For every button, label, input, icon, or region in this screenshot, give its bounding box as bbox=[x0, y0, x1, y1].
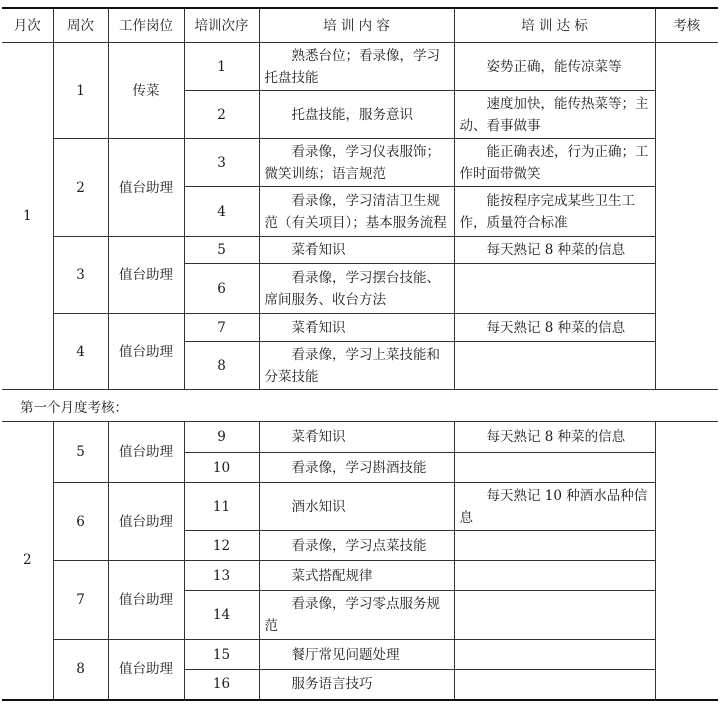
session-number: 15 bbox=[184, 640, 259, 670]
role-cell: 值台助理 bbox=[108, 640, 184, 700]
session-number: 3 bbox=[184, 139, 259, 187]
session-number: 2 bbox=[184, 91, 259, 139]
session-number: 14 bbox=[184, 591, 259, 640]
session-content: 餐厅常见问题处理 bbox=[259, 640, 454, 670]
week-cell: 7 bbox=[53, 561, 108, 640]
header-assessment: 考核 bbox=[655, 8, 718, 43]
month-cell: 1 bbox=[2, 43, 53, 390]
session-content: 看录像，学习斟酒技能 bbox=[259, 453, 454, 483]
header-month: 月次 bbox=[2, 8, 53, 43]
session-target bbox=[454, 591, 655, 640]
week-cell: 6 bbox=[53, 483, 108, 561]
session-target: 每天熟记 8 种菜的信息 bbox=[454, 422, 655, 453]
week-cell: 2 bbox=[53, 139, 108, 237]
role-cell: 值台助理 bbox=[108, 314, 184, 390]
session-number: 5 bbox=[184, 237, 259, 264]
session-target bbox=[454, 531, 655, 561]
session-content: 看录像，学习点菜技能 bbox=[259, 531, 454, 561]
session-number: 13 bbox=[184, 561, 259, 591]
session-number: 16 bbox=[184, 670, 259, 700]
session-target bbox=[454, 264, 655, 314]
session-target: 每天熟记 8 种菜的信息 bbox=[454, 314, 655, 342]
session-target bbox=[454, 342, 655, 390]
session-number: 10 bbox=[184, 453, 259, 483]
session-target bbox=[454, 670, 655, 700]
session-number: 6 bbox=[184, 264, 259, 314]
role-cell: 值台助理 bbox=[108, 483, 184, 561]
header-week: 周次 bbox=[53, 8, 108, 43]
header-session-order: 培训次序 bbox=[184, 8, 259, 43]
session-target: 能按程序完成某些卫生工作，质量符合标准 bbox=[454, 187, 655, 237]
session-content: 看录像，学习摆台技能、席间服务、收台方法 bbox=[259, 264, 454, 314]
monthly-assessment-note: 第一个月度考核： bbox=[20, 400, 128, 416]
session-content: 酒水知识 bbox=[259, 483, 454, 531]
session-target: 能正确表述，行为正确；工作时面带微笑 bbox=[454, 139, 655, 187]
session-target bbox=[454, 453, 655, 483]
week-cell: 5 bbox=[53, 422, 108, 483]
session-content: 看录像，学习仪表服饰；微笑训练；语言规范 bbox=[259, 139, 454, 187]
session-number: 11 bbox=[184, 483, 259, 531]
role-cell: 值台助理 bbox=[108, 422, 184, 483]
session-number: 4 bbox=[184, 187, 259, 237]
week-cell: 4 bbox=[53, 314, 108, 390]
session-target: 姿势正确，能传凉菜等 bbox=[454, 43, 655, 91]
session-content: 服务语言技巧 bbox=[259, 670, 454, 700]
session-content: 看录像，学习上菜技能和分菜技能 bbox=[259, 342, 454, 390]
session-content: 菜式搭配规律 bbox=[259, 561, 454, 591]
session-target bbox=[454, 561, 655, 591]
session-number: 8 bbox=[184, 342, 259, 390]
session-content: 看录像，学习清洁卫生规范（有关项目）；基本服务流程 bbox=[259, 187, 454, 237]
session-number: 9 bbox=[184, 422, 259, 453]
week-cell: 3 bbox=[53, 237, 108, 314]
session-content: 菜肴知识 bbox=[259, 422, 454, 453]
header-role: 工作岗位 bbox=[108, 8, 184, 43]
header-content: 培 训 内 容 bbox=[259, 8, 454, 43]
week-cell: 8 bbox=[53, 640, 108, 700]
session-target: 每天熟记 10 种酒水品种信息 bbox=[454, 483, 655, 531]
assessment-cell bbox=[655, 43, 718, 390]
session-target: 每天熟记 8 种菜的信息 bbox=[454, 237, 655, 264]
session-number: 1 bbox=[184, 43, 259, 91]
session-content: 看录像，学习零点服务规范 bbox=[259, 591, 454, 640]
week-cell: 1 bbox=[53, 43, 108, 139]
month-cell: 2 bbox=[2, 422, 53, 700]
role-cell: 值台助理 bbox=[108, 561, 184, 640]
session-target bbox=[454, 640, 655, 670]
session-content: 熟悉台位；看录像，学习托盘技能 bbox=[259, 43, 454, 91]
session-content: 菜肴知识 bbox=[259, 314, 454, 342]
role-cell: 值台助理 bbox=[108, 139, 184, 237]
session-content: 托盘技能，服务意识 bbox=[259, 91, 454, 139]
role-cell: 传菜 bbox=[108, 43, 184, 139]
session-number: 7 bbox=[184, 314, 259, 342]
session-content: 菜肴知识 bbox=[259, 237, 454, 264]
assessment-cell bbox=[655, 422, 718, 700]
header-target: 培 训 达 标 bbox=[454, 8, 655, 43]
session-target: 速度加快，能传热菜等；主动、看事做事 bbox=[454, 91, 655, 139]
role-cell: 值台助理 bbox=[108, 237, 184, 314]
session-number: 12 bbox=[184, 531, 259, 561]
training-table-month-2 bbox=[2, 421, 718, 701]
training-table-month-1 bbox=[2, 7, 718, 390]
